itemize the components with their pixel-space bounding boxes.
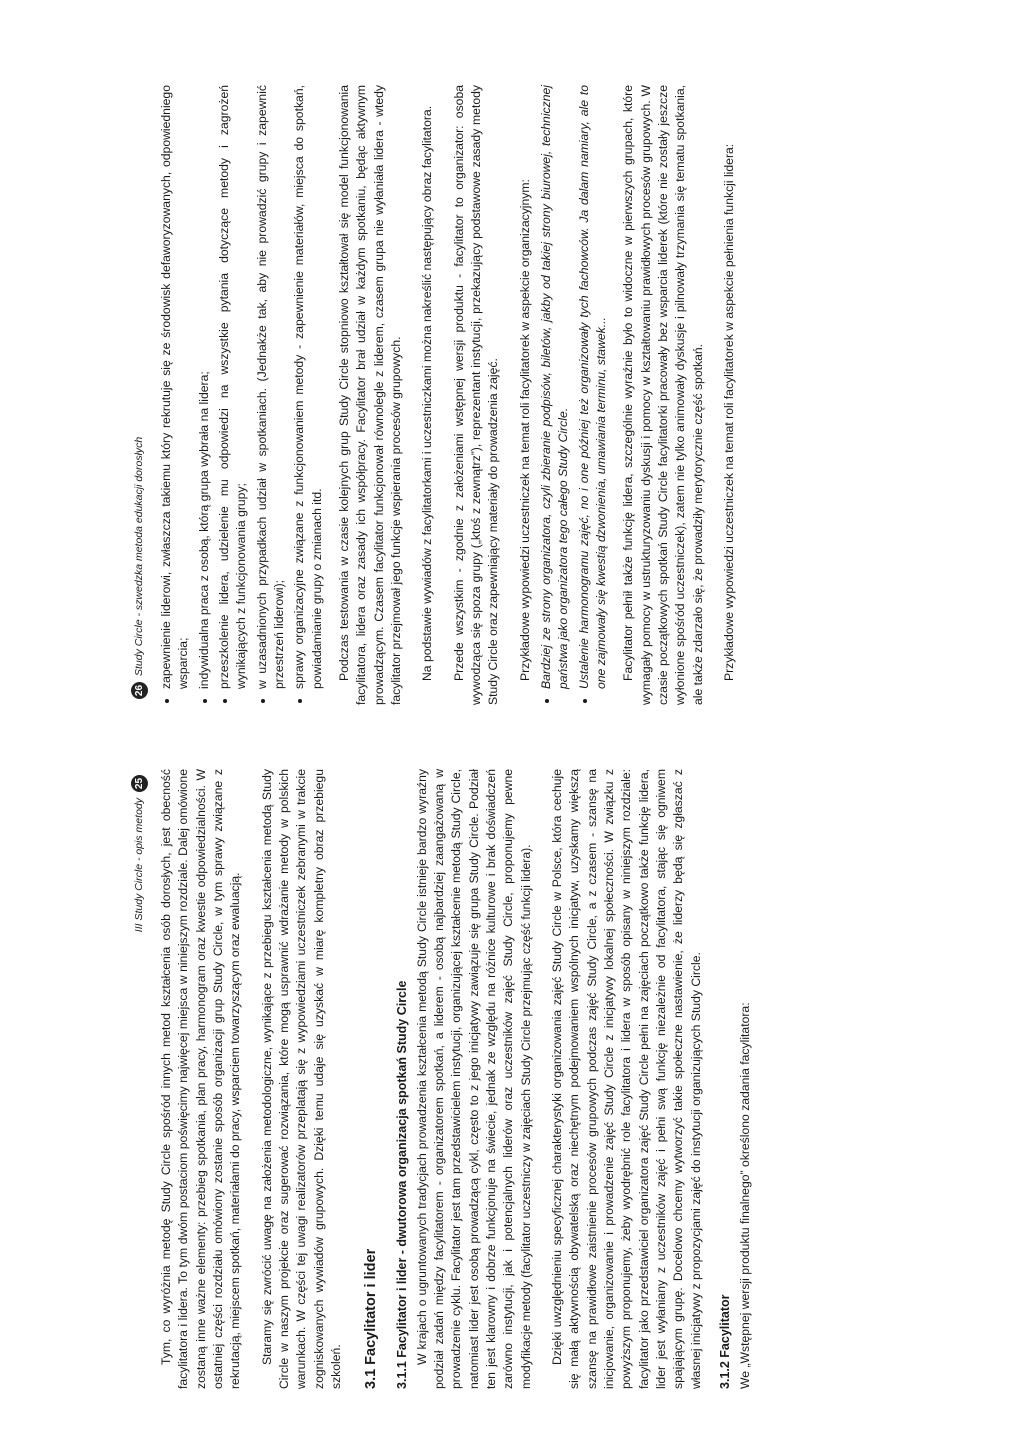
list-item: • przeszkolenie lidera, udzielenie mu odpowiedzi na wszystkie pytania dotyczące metody i zagrożeń wynikających z funkcjonowania grupy; xyxy=(216,85,251,689)
left-running-head xyxy=(128,769,150,1389)
right-running-head xyxy=(128,85,150,705)
page-number-badge: 26 xyxy=(131,682,148,699)
subsection-heading: 3.1.1 Facylitator i lider - dwutorowa organizacja spotkań Study Circle xyxy=(394,980,409,1389)
paragraph: Przykładowe wypowiedzi uczestniczek na temat roli facylitatorek w aspekcie organizacyjnym: xyxy=(517,179,532,681)
list-item: • zapewnienie liderowi, zwłaszcza takiemu który rekrutuje się ze środowisk defaworyzowanych, odpowiedniego wsparcia; xyxy=(158,85,193,689)
list-item: • indywidualna praca z osobą, którą grupa wybrała na lidera; xyxy=(196,85,213,689)
quotes-list xyxy=(538,85,610,705)
left-page xyxy=(128,769,918,1389)
running-head-title: Study Circle - szwedzka metoda edukacji dorosłych xyxy=(132,436,145,676)
paragraph: Przykładowe wypowiedzi uczestniczek na temat roli facylitatorek w aspekcie pełnienia funkcji lidera: xyxy=(721,143,736,681)
paragraph: Dzięki uwzględnieniu specyficznej charakterystyki organizowania zajęć Study Circle w Polsce, która cechuje się małą aktywnością obywatelską oraz niechętnym podejmowaniem wspólnych inicjatyw, uzyskamy większą szansę na prawidłowe zaistnienie procesów grupowych podczas zajęć Study Circle, a z czasem - szansę na inicjowanie, organizowanie i prowadzenie zajęć Study Circle z inicjatywy lokalnej społeczności. W związku z powyższym proponujemy, żeby wyodrębnić role facylitatora i lidera w sposób opisany w niniejszym rozdziale: facylitator jako przedstawiciel organizatora zajęć Study Circle pełni na zajęciach początkowo także funkcję lidera, lider jest wyłaniany z uczestników zajęć i pełni swą funkcję niezależnie od facylitatora, stając się ogniwem spajającym grupę. Docelowo chcemy wytworzyć takie społeczne nastawienie, że liderzy będą się zgłaszać z własnej inicjatywy z propozycjami zajęć do instytucji organizujących Study Circle. xyxy=(549,769,703,1389)
paragraph: W krajach o ugruntowanych tradycjach prowadzenia kształcenia metodą Study Circle istnieje bardzo wyraźny podział zadań między facylitatorem - organizatorem spotkań, a liderem - osobą najbardziej zaangażowaną w prowadzenie cyklu. Facylitator jest tam przedstawicielem instytucji, organizującej kształcenie metodą Study Circle, natomiast lider jest osobą prowadzącą cykl, często to z jego inicjatywy zawiązuje się grupa Study Circle. Podział ten jest klarowny i dobrze funkcjonuje na świecie, jednak ze względu na różnice kulturowe i brak doświadczeń zarówno instytucji, jak i potencjalnych liderów oraz uczestników zajęć Study Circle, proponujemy pewne modyfikacje metody (facylitator uczestniczy w zajęciach Study Circle przejmując część funkcji lidera). xyxy=(414,769,533,1389)
paragraph: Tym, co wyróżnia metodę Study Circle spośród innych metod kształcenia osób dorosłych, jest obecność facylitatora i lidera. To tym dwóm postaciom poświęcimy najwięcej miejsca w niniejszym rozdziale. Dalej omówione zostaną inne ważne elementy: przebieg spotkania, plan pracy, harmonogram oraz kwestie odpowiedzialności. W ostatniej części rozdziału omówiony zostanie sposób organizacji grup Study Circle, w tym sprawy związane z rekrutacją, miejscem spotkań, materiałami do pracy, wsparciem towarzyszącym oraz ewaluacją. xyxy=(159,769,243,1389)
list-item: • sprawy organizacyjne związane z funkcjonowaniem metody - zapewnienie materiałów, miejsca do spotkań, powiadamianie grupy o zmianach itd. xyxy=(291,85,326,689)
paragraph: Staramy się zwrócić uwagę na założenia metodologiczne, wynikające z przebiegu kształcenia metodą Study Circle w naszym projekcie oraz sugerować rozwiązania, które mogą usprawnić wdrażanie metody w polskich warunkach. W części tej uwagi realizatorów przeplatają się z wypowiedziami uczestniczek zebranymi w trakcie zogniskowanych wywiadów grupowych. Dzięki temu udaje się uzyskać w miarę kompletny obraz przebiegu szkoleń. xyxy=(259,769,343,1389)
paragraph: We „Wstępnej wersji produktu finalnego” określono zadania facylitatora: xyxy=(737,1002,752,1389)
section-heading: 3.1 Facylitator i lider xyxy=(363,1248,380,1389)
quote-item: • Ustalenie harmonogramu zajęć, no i one później też organizowały tych fachowców. Ja dalam namiary, ale to one zajmowały się kwestią dzwonienia, umawiania terminu, stawek... xyxy=(576,85,611,689)
paragraph: Przede wszystkim - zgodnie z założeniami wstępnej wersji produktu - facylitator to organizator: osoba wywodząca się spoza grupy („ktoś z zewnątrz”), reprezentant instytucji, przekazujący podstawowe zasady metody Study Circle oraz zapewniający materiały do prowadzenia zajęć. xyxy=(451,85,501,705)
paragraph: Na podstawie wywiadów z facylitatorkami i uczestniczkami można nakreślić następujący obraz facylitatora. xyxy=(420,105,435,681)
facilitator-duties-list xyxy=(158,85,326,705)
quote-item: • Bardziej ze strony organizatora, czyli zbieranie podpisów, biletów, jakby od takiej strony biurowej, technicznej państwa jako organizatora tego całego Study Circle. xyxy=(538,85,573,689)
subsection-heading: 3.1.2 Facylitator xyxy=(717,1294,732,1389)
list-item: • w uzasadnionych przypadkach udział w spotkaniach. (Jednakże tak, aby nie prowadzić grupy i zapewnić przestrzeń liderowi); xyxy=(254,85,289,689)
page-number-badge: 25 xyxy=(131,775,148,792)
running-head-title: III Study Circle - opis metody xyxy=(132,798,145,933)
paragraph: Facylitator pełnił także funkcję lidera, szczególnie wyraźnie było to widoczne w pierwszych grupach, które wymagały pomocy w ustrukturyzowaniu dyskusji i pomocy w kształtowaniu prawidłowych procesów grupowych. W czasie początkowych spotkań Study Circle facylitatorki pracowały bez wsparcia liderek (które nie zostały jeszcze wyłonione spośród uczestniczek), zatem nie tylko animowały dyskusje i pilnowały trzymania się tematu spotkania, ale także zdarzało się, że prowadziły merytorycznie część spotkań. xyxy=(621,85,705,705)
right-page xyxy=(128,85,918,705)
paragraph: Podczas testowania w czasie kolejnych grup Study Circle stopniowo kształtował się model funkcjonowania facylitatora, lidera oraz zasady ich współpracy. Facylitator brał udział w każdym spotkaniu, będąc aktywnym prowadzącym. Czasem facylitator funkcjonował równolegle z liderem, czasem grupa nie wyłaniała lidera - wtedy facylitator przejmował jego funkcje wspierania procesów grupowych. xyxy=(336,85,403,705)
